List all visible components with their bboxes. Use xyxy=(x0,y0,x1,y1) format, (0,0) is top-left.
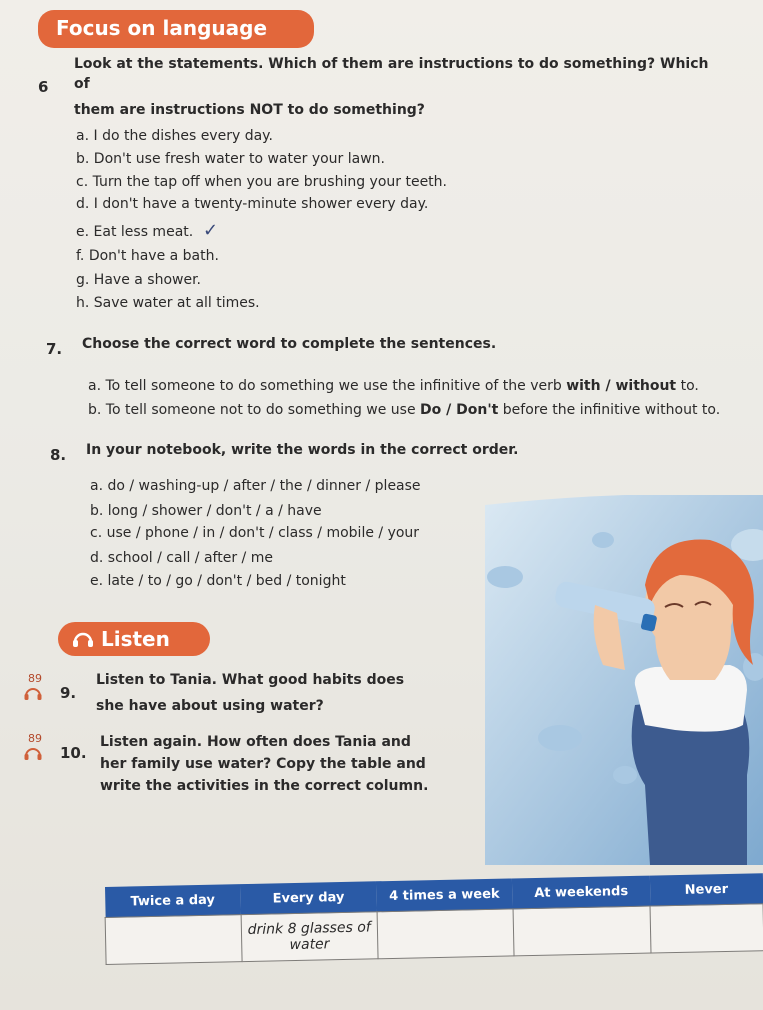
q9-track-number: 89 xyxy=(28,672,42,685)
q6-prompt-line2: them are instructions NOT to do something? xyxy=(74,102,425,118)
q6-number: 6 xyxy=(38,78,49,96)
table-cell-never xyxy=(650,904,763,953)
table-cell-at-weekends xyxy=(513,906,652,956)
q8-prompt: In your notebook, write the words in the correct order. xyxy=(86,442,519,458)
girl-drinking-water-illustration xyxy=(485,495,763,865)
q8-item-b-text: long / shower / don't / a / have xyxy=(107,503,322,519)
q8-item-e xyxy=(90,573,346,589)
table-header-every-day: Every day xyxy=(240,881,376,914)
q9-prompt xyxy=(96,670,404,716)
q6-item-d-text: I don't have a twenty-minute shower every day. xyxy=(93,196,429,212)
q10-prompt-line3: write the activities in the correct column. xyxy=(100,778,429,794)
q7-item-a xyxy=(88,378,699,394)
q9-prompt-line1: Listen to Tania. What good habits does xyxy=(96,672,405,688)
q6-item-b-text: Don't use fresh water to water your lawn. xyxy=(93,151,385,167)
q6-item-g-letter: g. xyxy=(76,272,90,288)
q6-item-e-letter: e. xyxy=(76,224,90,240)
section-title-listen xyxy=(58,622,210,656)
q6-item-h-text: Save water at all times. xyxy=(93,295,260,311)
habits-table xyxy=(104,873,763,965)
table-header-never: Never xyxy=(650,873,763,906)
q10-prompt-line2: her family use water? Copy the table and xyxy=(100,756,426,772)
q6-item-e-text: Eat less meat. xyxy=(93,224,194,240)
q6-item-g xyxy=(76,272,201,288)
q8-item-d-text: school / call / after / me xyxy=(107,550,273,566)
q8-item-c xyxy=(90,525,419,541)
q9-number: 9. xyxy=(60,684,77,702)
q6-item-d-letter: d. xyxy=(76,196,90,212)
section-title-focus-on-language: Focus on language xyxy=(38,10,314,48)
q7-item-b-text: To tell someone not to do something we use xyxy=(105,402,416,418)
q7-item-a-text: To tell someone to do something we use the infinitive of the verb xyxy=(105,378,562,394)
q6-item-h xyxy=(76,295,260,311)
q6-item-d xyxy=(76,196,428,212)
q7-item-a-choice: with / without xyxy=(566,378,677,394)
q8-item-a-text: do / washing-up / after / the / dinner / please xyxy=(107,478,421,494)
q7-item-a-end: to. xyxy=(680,378,699,394)
q8-number: 8. xyxy=(50,446,67,464)
handwritten-tick-icon: ✓ xyxy=(203,220,219,241)
q7-item-a-letter: a. xyxy=(88,378,102,394)
q7-prompt: Choose the correct word to complete the sentences. xyxy=(82,336,497,352)
q7-item-b xyxy=(88,402,720,418)
table-header-twice-a-day: Twice a day xyxy=(104,884,240,917)
q6-item-e xyxy=(76,224,193,240)
q6-item-f-letter: f. xyxy=(76,248,85,264)
q8-item-d-letter: d. xyxy=(90,550,104,566)
q7-item-b-choice: Do / Don't xyxy=(420,402,499,418)
q6-item-f xyxy=(76,248,219,264)
q9-headphones-icon[interactable] xyxy=(24,686,42,700)
q6-item-h-letter: h. xyxy=(76,295,90,311)
q6-item-c-text: Turn the tap off when you are brushing your teeth. xyxy=(92,174,447,190)
q6-item-a-letter: a. xyxy=(76,128,90,144)
q6-item-c-letter: c. xyxy=(76,174,89,190)
q8-item-c-text: use / phone / in / don't / class / mobile / your xyxy=(106,525,420,541)
q7-item-b-letter: b. xyxy=(88,402,102,418)
q8-item-c-letter: c. xyxy=(90,525,103,541)
q8-item-e-text: late / to / go / don't / bed / tonight xyxy=(107,573,346,589)
q7-number: 7. xyxy=(46,340,63,358)
q8-item-b xyxy=(90,503,322,519)
table-cell-twice-a-day xyxy=(105,915,242,965)
q6-item-g-text: Have a shower. xyxy=(93,272,201,288)
q6-item-c xyxy=(76,174,447,190)
q9-prompt-line2: she have about using water? xyxy=(96,698,324,714)
table-header-4-times-a-week: 4 times a week xyxy=(376,878,512,911)
q6-item-a-text: I do the dishes every day. xyxy=(93,128,273,144)
q6-item-f-text: Don't have a bath. xyxy=(88,248,219,264)
q10-headphones-icon[interactable] xyxy=(24,746,42,760)
q8-item-e-letter: e. xyxy=(90,573,104,589)
q8-item-a-letter: a. xyxy=(90,478,104,494)
q8-item-b-letter: b. xyxy=(90,503,104,519)
q6-prompt xyxy=(74,54,714,120)
q8-item-a xyxy=(90,478,421,494)
headphones-icon xyxy=(72,630,94,648)
q10-number: 10. xyxy=(60,744,87,762)
q6-item-b-letter: b. xyxy=(76,151,90,167)
table-cell-4-times-a-week xyxy=(377,909,514,959)
q10-track-number: 89 xyxy=(28,732,42,745)
q6-item-a xyxy=(76,128,273,144)
listen-label: Listen xyxy=(100,627,170,651)
q7-item-b-end: before the infinitive without to. xyxy=(502,402,721,418)
q6-item-b xyxy=(76,151,385,167)
q8-item-d xyxy=(90,550,273,566)
q6-prompt-line1: Look at the statements. Which of them are instructions to do something? Which of xyxy=(74,56,709,92)
table-cell-every-day: drink 8 glasses of water xyxy=(241,912,378,962)
q10-prompt-line1: Listen again. How often does Tania and xyxy=(100,734,411,750)
table-header-at-weekends: At weekends xyxy=(512,876,650,909)
q10-prompt xyxy=(100,732,428,796)
